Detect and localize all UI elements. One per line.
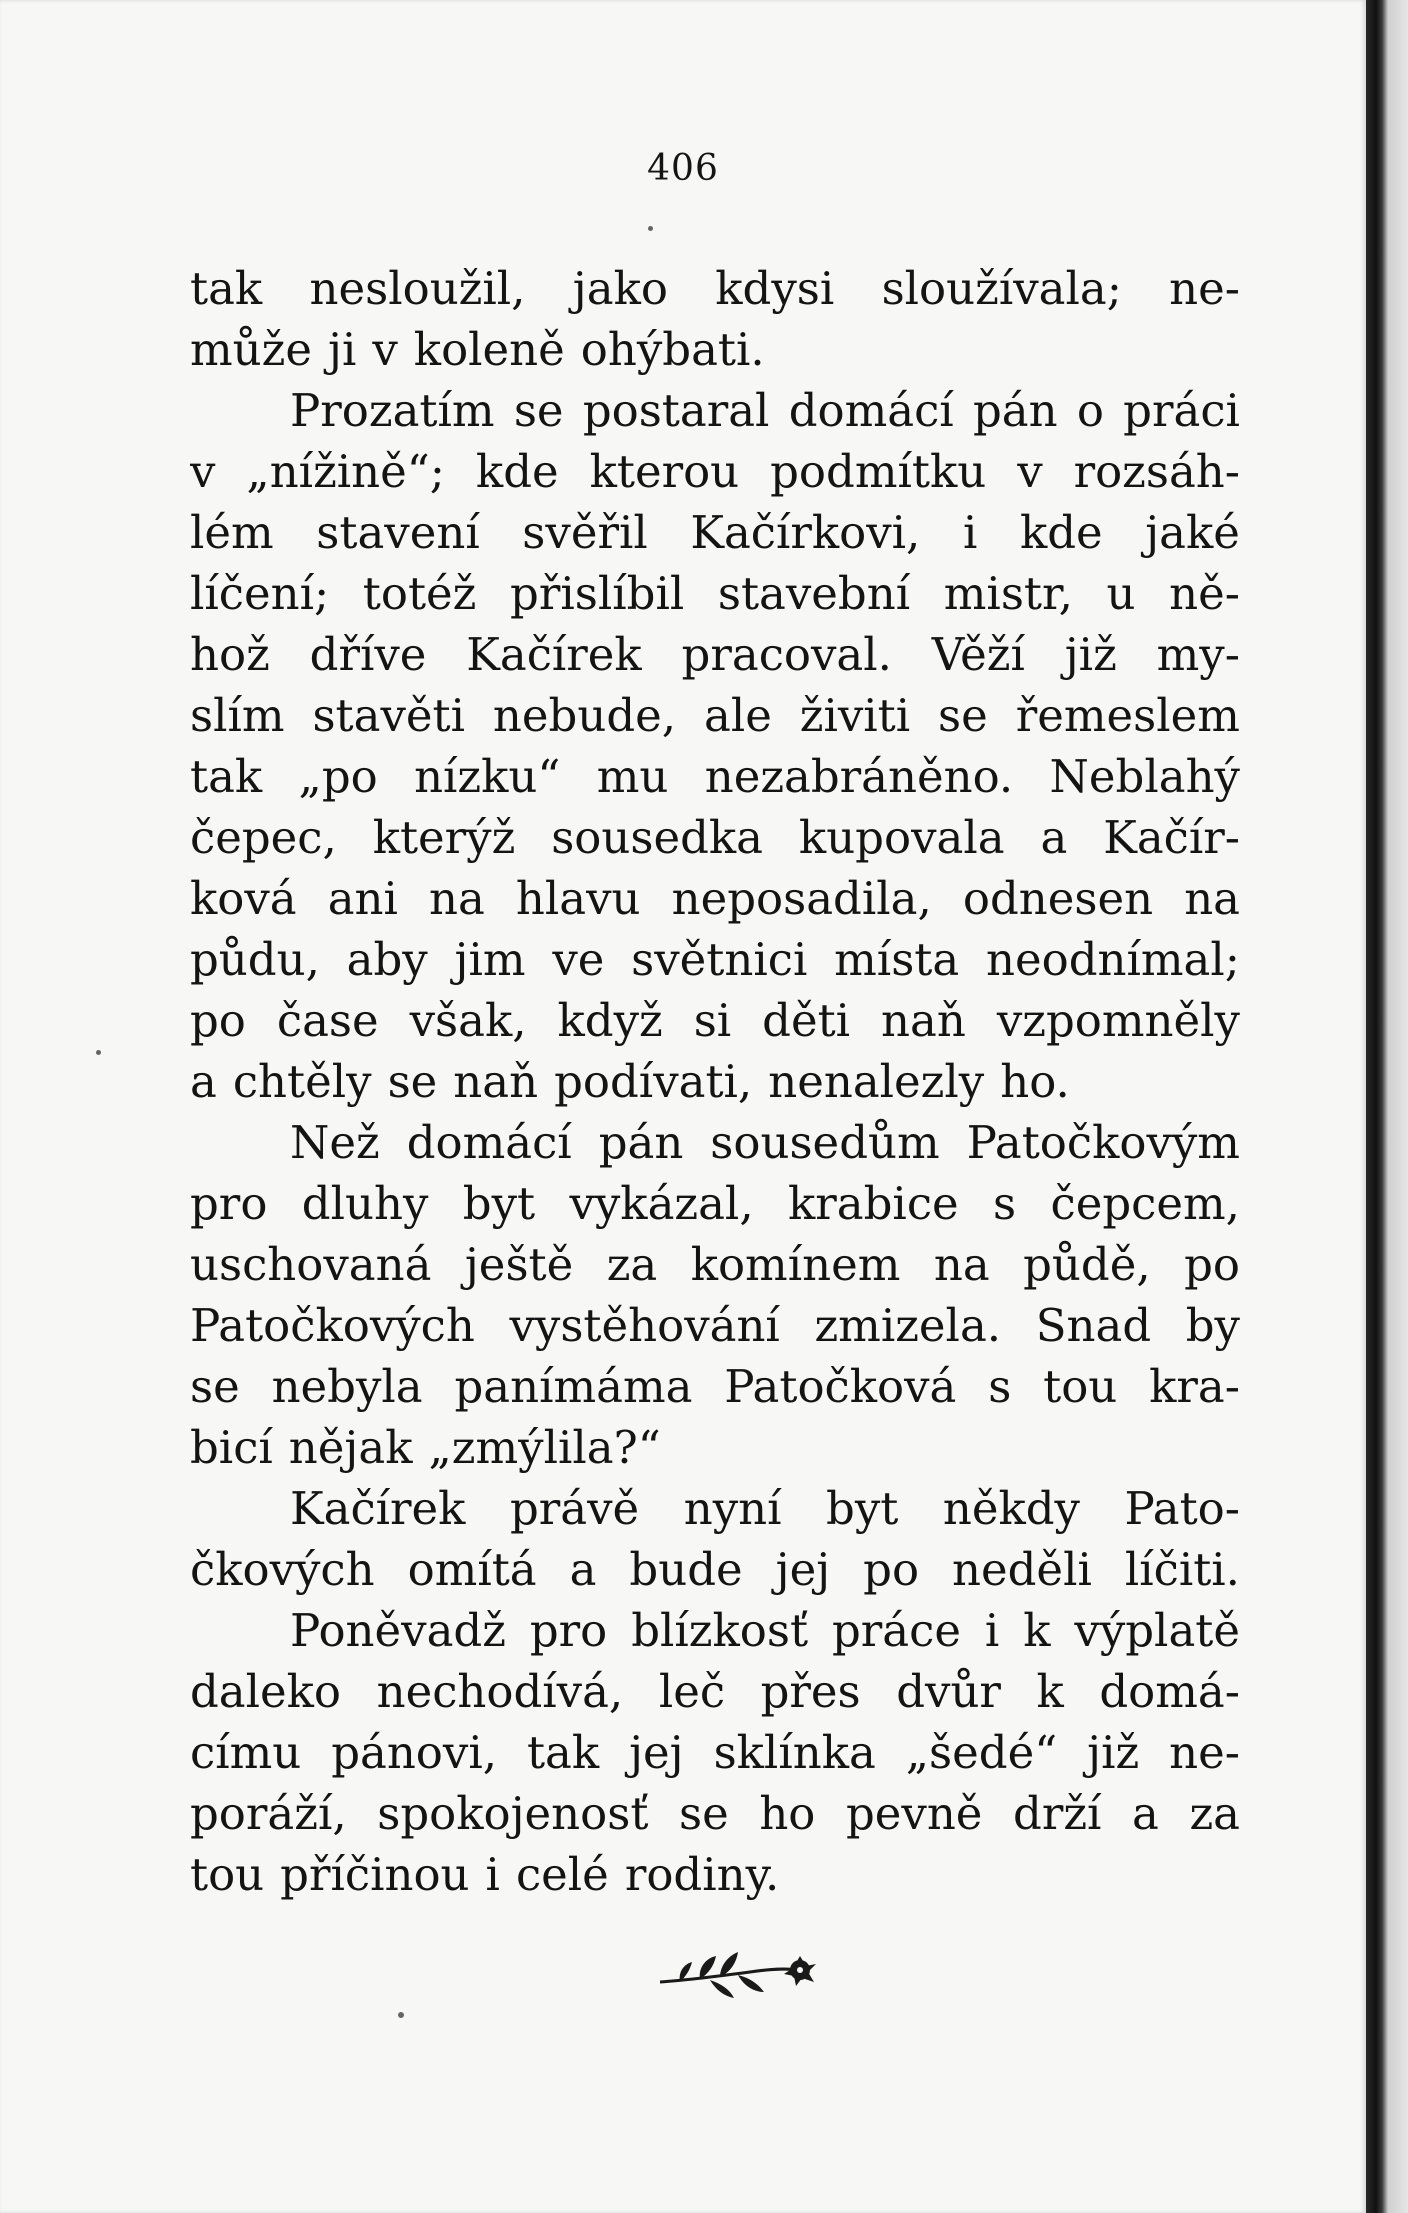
word: kde	[475, 445, 559, 498]
text-line	[190, 1295, 1240, 1356]
word: stavěti	[312, 689, 466, 742]
word: sousedka	[551, 811, 764, 864]
word: bicí	[190, 1421, 273, 1474]
text-line	[190, 258, 1240, 319]
word: pevně	[845, 1787, 983, 1840]
text-line	[190, 1356, 1240, 1417]
word: Snad	[1035, 1299, 1152, 1352]
word: ně-	[1169, 567, 1240, 620]
word: aby	[346, 933, 428, 986]
word: někdy	[942, 1482, 1080, 1535]
word: ková	[190, 872, 297, 925]
word: hož	[190, 628, 270, 681]
word: Kačírkovi,	[690, 506, 921, 559]
word: Patočkovým	[966, 1116, 1240, 1169]
word: přes	[760, 1665, 861, 1718]
word: jim	[454, 933, 526, 986]
word: postaral	[582, 384, 770, 437]
word: sklínka	[713, 1726, 876, 1779]
word: vzpomněly	[996, 994, 1240, 1047]
word: uschovaná	[190, 1238, 432, 1291]
word: vystěhování	[509, 1299, 780, 1352]
word: nesloužil,	[309, 262, 526, 315]
word: tak	[190, 750, 263, 803]
word: rozsáh-	[1073, 445, 1240, 498]
word: Patočková	[724, 1360, 957, 1413]
word: by	[1185, 1299, 1240, 1352]
word: a	[1132, 1787, 1159, 1840]
word: domácí	[788, 384, 954, 437]
word: přislíbil	[510, 567, 685, 620]
word: pánovi,	[331, 1726, 498, 1779]
word: za	[1189, 1787, 1240, 1840]
word: podívati,	[554, 1055, 753, 1108]
word: my-	[1156, 628, 1240, 681]
word: domá-	[1099, 1665, 1240, 1718]
word: „zmýlila?“	[428, 1421, 661, 1474]
word: dluhy	[301, 1177, 429, 1230]
word: Než	[290, 1116, 380, 1169]
word: tou	[190, 1848, 265, 1901]
word: kterou	[589, 445, 740, 498]
word: naň	[453, 1055, 539, 1108]
word: kupovala	[798, 811, 1005, 864]
word: půdu,	[190, 933, 320, 986]
word: na	[1184, 872, 1240, 925]
text-line	[190, 380, 1240, 441]
text-line	[190, 868, 1240, 929]
word: tak	[526, 1726, 600, 1779]
word: krabice	[788, 1177, 959, 1230]
word: jej	[775, 1543, 831, 1596]
word: místa	[834, 933, 960, 986]
word: se	[679, 1787, 729, 1840]
word: se	[190, 1360, 240, 1413]
word: tak	[190, 262, 263, 315]
word: leč	[658, 1665, 726, 1718]
word: u	[1106, 567, 1136, 620]
word: pracoval.	[681, 628, 892, 681]
word: sousedům	[710, 1116, 940, 1169]
word: „nížině“;	[246, 445, 445, 498]
word: i	[962, 506, 978, 559]
word: pro	[529, 1604, 608, 1657]
word: práci	[1123, 384, 1240, 437]
word: nějak	[288, 1421, 413, 1474]
text-line	[190, 1600, 1240, 1661]
word: neposadila,	[671, 872, 932, 925]
word: svěřil	[522, 506, 648, 559]
word: hlavu	[515, 872, 641, 925]
word: Věží	[931, 628, 1025, 681]
text-line	[190, 990, 1240, 1051]
word: čepcem,	[1050, 1177, 1240, 1230]
word: drží	[1013, 1787, 1102, 1840]
word: nebyla	[271, 1360, 423, 1413]
word: čepec,	[190, 811, 337, 864]
word: v	[190, 445, 216, 498]
word: byt	[826, 1482, 899, 1535]
word: k	[1023, 1604, 1051, 1657]
word: ale	[703, 689, 772, 742]
word: o	[1076, 384, 1104, 437]
page-number: 406	[647, 148, 719, 189]
word: kterýž	[372, 811, 516, 864]
word: „šedé“	[905, 1726, 1058, 1779]
word: „po	[298, 750, 378, 803]
word: pán	[598, 1116, 684, 1169]
word: Patočkových	[190, 1299, 475, 1352]
word: s	[988, 1360, 1012, 1413]
word: domácí	[406, 1116, 572, 1169]
word: jako	[572, 262, 668, 315]
word: stavení	[316, 506, 480, 559]
word: ohýbati.	[580, 323, 765, 376]
text-line	[190, 441, 1240, 502]
word: Pato-	[1124, 1482, 1240, 1535]
word: ho	[759, 1787, 816, 1840]
word: Kačírek	[466, 628, 642, 681]
word: zmizela.	[814, 1299, 1002, 1352]
word: nechodívá,	[376, 1665, 624, 1718]
text-line	[190, 929, 1240, 990]
word: odnesen	[962, 872, 1154, 925]
word: děti	[762, 994, 851, 1047]
word: a	[569, 1543, 597, 1596]
word: slím	[190, 689, 285, 742]
word: v	[372, 323, 398, 376]
text-line	[190, 1417, 1240, 1478]
word: s	[993, 1177, 1017, 1230]
word: na	[429, 872, 485, 925]
word: však,	[409, 994, 527, 1047]
word: práce	[831, 1604, 961, 1657]
word: nyní	[683, 1482, 782, 1535]
word: ve	[552, 933, 605, 986]
word: koleně	[413, 323, 565, 376]
word: líčiti.	[1124, 1543, 1240, 1596]
word: živiti	[799, 689, 911, 742]
word: Neblahý	[1049, 750, 1240, 803]
book-binding-edge	[1366, 0, 1408, 2213]
word: spokojenosť	[377, 1787, 649, 1840]
text-line	[190, 746, 1240, 807]
word: kde	[1019, 506, 1103, 559]
text-line	[190, 1661, 1240, 1722]
word: byt	[462, 1177, 536, 1230]
word: omítá	[407, 1543, 537, 1596]
word: ho.	[1000, 1055, 1070, 1108]
word: si	[693, 994, 732, 1047]
word: ještě	[464, 1238, 574, 1291]
word: výplatě	[1074, 1604, 1240, 1657]
word: celé	[515, 1848, 609, 1901]
word: dvůr	[896, 1665, 1001, 1718]
word: ne-	[1169, 1726, 1240, 1779]
text-line	[190, 1112, 1240, 1173]
word: neděli	[952, 1543, 1092, 1596]
word: a	[190, 1055, 217, 1108]
word: příčinou	[280, 1848, 470, 1901]
word: dříve	[309, 628, 427, 681]
text-line	[190, 1722, 1240, 1783]
text-line	[190, 624, 1240, 685]
word: když	[557, 994, 663, 1047]
text-line	[190, 1234, 1240, 1295]
word: podmítku	[770, 445, 987, 498]
text-line	[190, 807, 1240, 868]
word: Kačír-	[1103, 811, 1240, 864]
word: Poněvadž	[290, 1604, 506, 1657]
word: naň	[881, 994, 966, 1047]
word: čkových	[190, 1543, 375, 1596]
word: totéž	[362, 567, 477, 620]
word: za	[606, 1238, 658, 1291]
print-speck	[398, 2012, 404, 2018]
word: právě	[509, 1482, 640, 1535]
word: již	[1087, 1726, 1140, 1779]
text-line	[190, 319, 1240, 380]
word: po	[1184, 1238, 1240, 1291]
text-line	[190, 1051, 1240, 1112]
word: daleko	[190, 1665, 342, 1718]
text-line	[190, 1173, 1240, 1234]
body-text	[190, 258, 1240, 1908]
word: již	[1064, 628, 1117, 681]
word: čase	[276, 994, 379, 1047]
print-speck	[96, 1050, 101, 1055]
word: půdě,	[1023, 1238, 1151, 1291]
word: jej	[629, 1726, 684, 1779]
word: ne-	[1169, 262, 1240, 315]
word: se	[938, 689, 988, 742]
word: poráží,	[190, 1787, 347, 1840]
word: blízkosť	[631, 1604, 809, 1657]
word: k	[1036, 1665, 1064, 1718]
word: kdysi	[715, 262, 835, 315]
word: lém	[190, 506, 274, 559]
word: světnici	[631, 933, 808, 986]
word: řemeslem	[1015, 689, 1240, 742]
word: bude	[629, 1543, 743, 1596]
word: kra-	[1149, 1360, 1240, 1413]
word: stavební	[717, 567, 911, 620]
word: i	[485, 1848, 500, 1901]
floral-vignette-icon	[650, 1942, 830, 2012]
text-line	[190, 1783, 1240, 1844]
word: ani	[327, 872, 398, 925]
text-line	[190, 1539, 1240, 1600]
word: sloužívala;	[881, 262, 1122, 315]
word: Kačírek	[290, 1482, 466, 1535]
print-speck	[648, 226, 653, 231]
word: po	[863, 1543, 920, 1596]
text-line	[190, 502, 1240, 563]
word: a	[1040, 811, 1068, 864]
word: mistr,	[943, 567, 1073, 620]
word: komínem	[690, 1238, 901, 1291]
word: ji	[328, 323, 357, 376]
text-line	[190, 1478, 1240, 1539]
word: v	[1017, 445, 1043, 498]
word: Prozatím	[290, 384, 495, 437]
word: po	[190, 994, 246, 1047]
word: na	[933, 1238, 990, 1291]
word: může	[190, 323, 312, 376]
word: neodnímal;	[986, 933, 1240, 986]
word: tou	[1043, 1360, 1118, 1413]
word: i	[984, 1604, 1000, 1657]
word: nenalezly	[768, 1055, 985, 1108]
word: vykázal,	[569, 1177, 754, 1230]
text-line	[190, 1844, 1240, 1905]
word: líčení;	[190, 567, 330, 620]
word: címu	[190, 1726, 302, 1779]
word: nezabráněno.	[704, 750, 1014, 803]
word: nebude,	[492, 689, 677, 742]
word: panímáma	[454, 1360, 693, 1413]
word: se	[387, 1055, 438, 1108]
word: rodiny.	[624, 1848, 780, 1901]
word: pán	[972, 384, 1058, 437]
word: pro	[190, 1177, 268, 1230]
word: nízku“	[414, 750, 561, 803]
word: chtěly	[232, 1055, 372, 1108]
text-line	[190, 685, 1240, 746]
word: jaké	[1145, 506, 1240, 559]
word: mu	[596, 750, 669, 803]
text-line	[190, 563, 1240, 624]
word: se	[513, 384, 564, 437]
